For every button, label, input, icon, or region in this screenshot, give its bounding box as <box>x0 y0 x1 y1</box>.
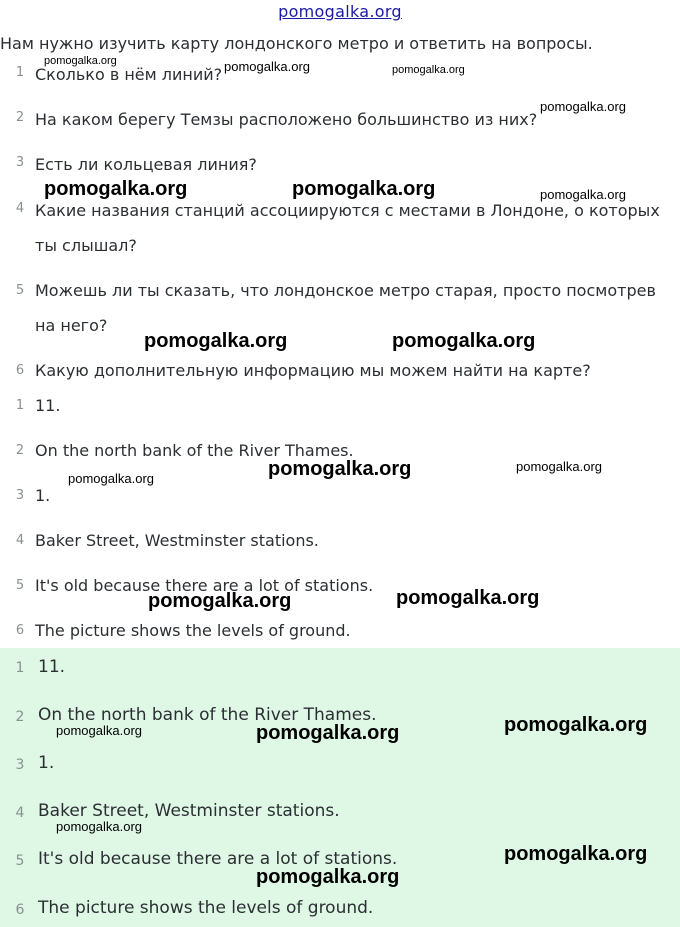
watermark: pomogalka.org <box>44 178 188 200</box>
watermark: pomogalka.org <box>396 587 540 609</box>
answer-number: 2 <box>15 709 25 725</box>
watermark: pomogalka.org <box>224 59 310 74</box>
answer-number: 1 <box>15 398 25 413</box>
question-number: 1 <box>15 65 25 80</box>
watermark: pomogalka.org <box>44 55 117 67</box>
answer-text: It's old because there are a lot of stations. <box>38 849 398 869</box>
question-text: Какие названия станций ассоциируются с местами в Лондоне, о которых <box>35 201 660 220</box>
answer-number: 4 <box>15 805 25 821</box>
watermark: pomogalka.org <box>392 64 465 76</box>
answer-number: 3 <box>15 757 25 773</box>
watermark: pomogalka.org <box>56 819 142 834</box>
answer-number: 4 <box>15 533 25 548</box>
watermark: pomogalka.org <box>256 866 400 888</box>
answer-text: On the north bank of the River Thames. <box>38 705 377 725</box>
answer-text: 1. <box>38 753 55 773</box>
question-text-continued: на него? <box>35 316 108 335</box>
answer-number: 5 <box>15 853 25 869</box>
answer-number: 1 <box>15 660 25 676</box>
watermark: pomogalka.org <box>256 722 400 744</box>
question-text: На каком берегу Темзы расположено большинство из них? <box>35 110 538 129</box>
question-text: Есть ли кольцевая линия? <box>35 155 257 174</box>
watermark: pomogalka.org <box>292 178 436 200</box>
answer-text: The picture shows the levels of ground. <box>38 898 374 918</box>
answer-number: 2 <box>15 443 25 458</box>
answer-text: The picture shows the levels of ground. <box>35 621 351 640</box>
question-number: 5 <box>15 283 25 298</box>
answer-text: 11. <box>35 396 61 415</box>
watermark: pomogalka.org <box>540 99 626 114</box>
watermark: pomogalka.org <box>504 714 648 736</box>
question-text: Сколько в нём линий? <box>35 65 223 84</box>
answer-number: 6 <box>15 623 25 638</box>
answer-text: Baker Street, Westminster stations. <box>38 801 340 821</box>
answer-text: 11. <box>38 657 66 677</box>
question-text: Можешь ли ты сказать, что лондонское метро старая, просто посмотрев <box>35 281 656 300</box>
question-number: 4 <box>15 201 25 216</box>
watermark: pomogalka.org <box>392 330 536 352</box>
answer-text: Baker Street, Westminster stations. <box>35 531 319 550</box>
watermark: pomogalka.org <box>504 843 648 865</box>
answer-text: It's old because there are a lot of stations. <box>35 576 374 595</box>
header-site-link[interactable]: pomogalka.org <box>278 2 402 21</box>
watermark: pomogalka.org <box>144 330 288 352</box>
answer-text: On the north bank of the River Thames. <box>35 441 354 460</box>
watermark: pomogalka.org <box>148 590 292 612</box>
question-text: Какую дополнительную информацию мы можем найти на карте? <box>35 361 591 380</box>
answer-number: 3 <box>15 488 25 503</box>
answer-number: 5 <box>15 578 25 593</box>
question-number: 2 <box>15 110 25 125</box>
watermark: pomogalka.org <box>516 459 602 474</box>
question-number: 3 <box>15 155 25 170</box>
watermark: pomogalka.org <box>540 187 626 202</box>
watermark: pomogalka.org <box>56 723 142 738</box>
question-number: 6 <box>15 363 25 378</box>
answer-text: 1. <box>35 486 51 505</box>
answer-number: 6 <box>15 902 25 918</box>
intro-text: Нам нужно изучить карту лондонского метро и ответить на вопросы. <box>0 34 593 53</box>
watermark: pomogalka.org <box>68 471 154 486</box>
question-text-continued: ты слышал? <box>35 236 137 255</box>
watermark: pomogalka.org <box>268 458 412 480</box>
